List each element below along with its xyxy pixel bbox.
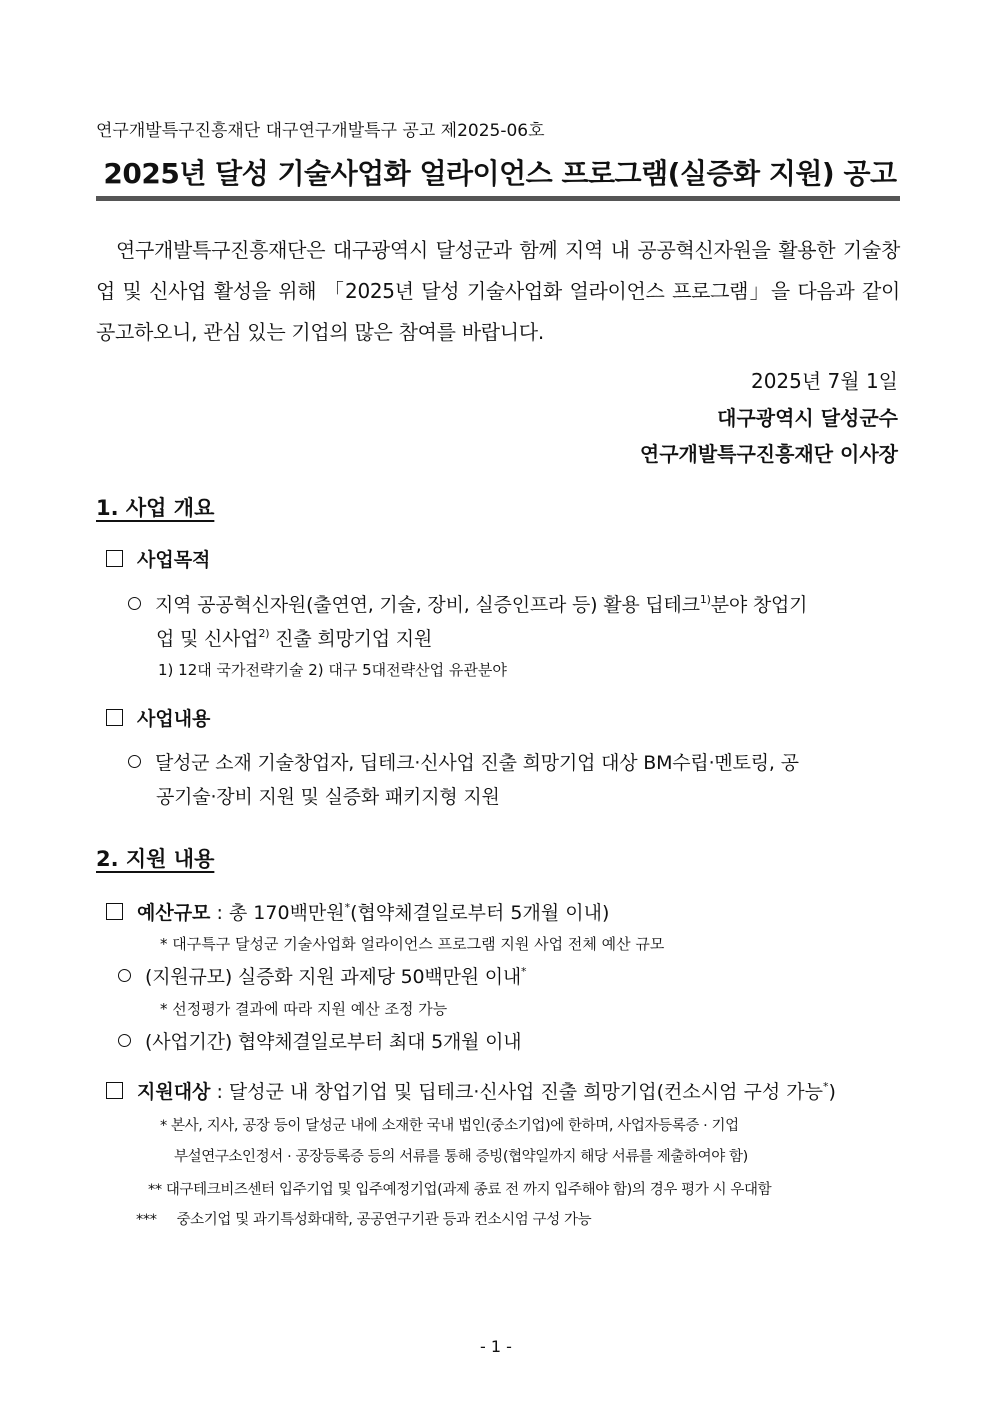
purpose-footnote: 1) 12대 국가전략기술 2) 대구 5대전략산업 유관분야	[158, 661, 507, 679]
intro-paragraph: 연구개발특구진흥재단은 대구광역시 달성군과 함께 지역 내 공공혁신자원을 활용한 기술창업 및 신사업 활성을 위해 「2025년 달성 기술사업화 얼라이언스 프로그램」을 다음과 같이 공고하오니, 관심 있는 기업의 많은 참여를 바랍니다.	[96, 238, 900, 344]
target-note-1-line-2: 부설연구소인정서 · 공장등록증 등의 서류를 통해 증빙(협약일까지 해당 서류를 제출하여야 함)	[174, 1149, 748, 1165]
section-1-heading: 1. 사업 개요	[96, 496, 215, 520]
notice-number: 연구개발특구진흥재단 대구연구개발특구 공고 제2025-06호	[96, 121, 545, 141]
page-number: - 1 -	[480, 1337, 512, 1356]
bullet-circle-icon	[128, 597, 141, 610]
content-line-2: 공기술·장비 지원 및 실증화 패키지형 지원	[156, 786, 500, 808]
checkbox-square-icon	[106, 903, 123, 920]
section-2-heading: 2. 지원 내용	[96, 847, 215, 871]
content-line-1: 달성군 소재 기술창업자, 딥테크·신사업 진출 희망기업 대상 BM수립·멘토링, 공	[128, 748, 799, 775]
purpose-label: 사업목적	[137, 549, 211, 571]
purpose-line-1: 지역 공공혁신자원(출연연, 기술, 장비, 실증인프라 등) 활용 딥테크$^{1)}$분야 창업기	[128, 590, 807, 617]
purpose-line-2: 업 및 신사업$^{2)}$ 진출 희망기업 지원	[156, 627, 433, 650]
title-divider	[96, 196, 900, 201]
bullet-circle-icon	[118, 1034, 131, 1047]
target-note-3: *** 중소기업 및 과기특성화대학, 공공연구기관 등과 컨소시엄 구성 가능	[136, 1212, 592, 1228]
checkbox-square-icon	[106, 550, 123, 567]
budget-note: * 대구특구 달성군 기술사업화 얼라이언스 프로그램 지원 사업 전체 예산 규모	[160, 935, 665, 953]
target-label: 지원대상	[137, 1081, 211, 1103]
purpose-item	[106, 545, 210, 572]
signatory-county: 대구광역시 달성군수	[717, 406, 898, 430]
content-item	[106, 704, 210, 731]
bullet-circle-icon	[118, 969, 131, 982]
notice-date: 2025년 7월 1일	[750, 369, 898, 393]
budget-scale: (지원규모) 실증화 지원 과제당 50백만원 이내*	[118, 962, 526, 989]
budget-period: (사업기간) 협약체결일로부터 최대 5개월 이내	[118, 1027, 521, 1054]
document-title: 2025년 달성 기술사업화 얼라이언스 프로그램(실증화 지원) 공고	[103, 157, 897, 190]
target-note-2: ** 대구테크비즈센터 입주기업 및 입주예정기업(과제 종료 전 까지 입주해야 함)의 경우 평가 시 우대함	[148, 1182, 772, 1198]
target-item: 지원대상 : 달성군 내 창업기업 및 딥테크·신사업 진출 희망기업(컨소시엄 구성 가능*)	[106, 1077, 836, 1104]
budget-label: 예산규모	[137, 902, 211, 924]
budget-item: 예산규모 : 총 170백만원*(협약체결일로부터 5개월 이내)	[106, 898, 609, 925]
checkbox-square-icon	[106, 709, 123, 726]
budget-scale-note: * 선정평가 결과에 따라 지원 예산 조정 가능	[160, 1000, 448, 1018]
checkbox-square-icon	[106, 1082, 123, 1099]
content-label: 사업내용	[137, 708, 211, 730]
bullet-circle-icon	[128, 755, 141, 768]
signatory-foundation: 연구개발특구진흥재단 이사장	[639, 442, 898, 466]
target-note-1-line-1: * 본사, 지사, 공장 등이 달성군 내에 소재한 국내 법인(중소기업)에 한하며, 사업자등록증 · 기업	[160, 1118, 739, 1134]
